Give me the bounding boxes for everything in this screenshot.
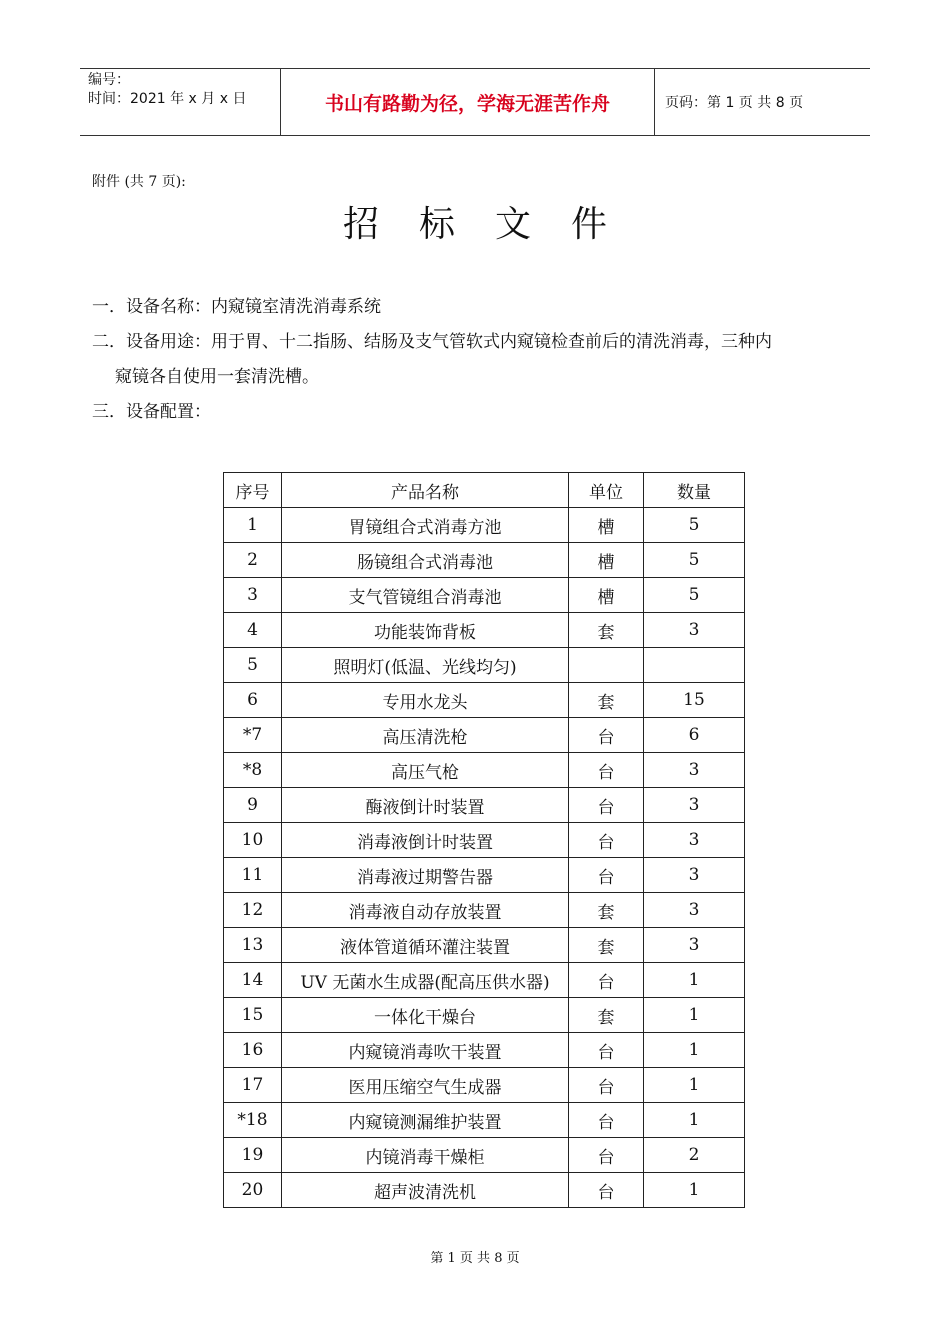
cell-unit: 套 [569, 613, 644, 648]
header-page-info: 页码：第 1 页 共 8 页 [665, 95, 804, 111]
cell-quantity: 6 [644, 718, 745, 753]
cell-serial: *8 [224, 753, 282, 788]
cell-unit [569, 648, 644, 683]
table-row [224, 1173, 745, 1208]
cell-serial: 16 [224, 1033, 282, 1068]
cell-quantity: 1 [644, 1173, 745, 1208]
cell-serial: 13 [224, 928, 282, 963]
cell-unit: 台 [569, 1068, 644, 1103]
document-title: 招标文件 [342, 204, 647, 245]
cell-quantity: 5 [644, 578, 745, 613]
document-number-label: 编号： [88, 72, 130, 88]
table-row [224, 1068, 745, 1103]
cell-product-name: 内窥镜测漏维护装置 [282, 1103, 569, 1138]
cell-product-name: 肠镜组合式消毒池 [282, 543, 569, 578]
table-row [224, 718, 745, 753]
cell-product-name: 胃镜组合式消毒方池 [282, 508, 569, 543]
cell-serial: 17 [224, 1068, 282, 1103]
cell-serial: 5 [224, 648, 282, 683]
cell-unit: 槽 [569, 508, 644, 543]
cell-serial: 11 [224, 858, 282, 893]
cell-serial: 6 [224, 683, 282, 718]
cell-quantity: 1 [644, 998, 745, 1033]
cell-product-name: 消毒液自动存放装置 [282, 893, 569, 928]
table-row [224, 578, 745, 613]
column-header-product: 产品名称 [282, 473, 569, 508]
cell-product-name: 专用水龙头 [282, 683, 569, 718]
cell-quantity: 2 [644, 1138, 745, 1173]
cell-serial: *7 [224, 718, 282, 753]
column-header-unit: 单位 [569, 473, 644, 508]
section-equipment-config: 三．设备配置： [92, 402, 211, 422]
cell-product-name: 消毒液倒计时装置 [282, 823, 569, 858]
cell-unit: 台 [569, 1173, 644, 1208]
cell-quantity: 5 [644, 508, 745, 543]
cell-quantity: 15 [644, 683, 745, 718]
cell-quantity: 3 [644, 823, 745, 858]
attachment-note: 附件 (共 7 页): [92, 174, 186, 190]
table-row [224, 998, 745, 1033]
table-row [224, 858, 745, 893]
cell-serial: *18 [224, 1103, 282, 1138]
table-row [224, 1033, 745, 1068]
cell-serial: 9 [224, 788, 282, 823]
section-equipment-name: 一．设备名称：内窥镜室清洗消毒系统 [92, 297, 381, 317]
equipment-config-table [223, 472, 745, 1208]
cell-product-name: 内镜消毒干燥柜 [282, 1138, 569, 1173]
cell-product-name: 液体管道循环灌注装置 [282, 928, 569, 963]
cell-serial: 2 [224, 543, 282, 578]
table-row [224, 788, 745, 823]
cell-quantity [644, 648, 745, 683]
cell-product-name: 高压清洗枪 [282, 718, 569, 753]
table-row [224, 823, 745, 858]
cell-unit: 台 [569, 753, 644, 788]
cell-product-name: 功能装饰背板 [282, 613, 569, 648]
cell-product-name: 照明灯(低温、光线均匀) [282, 648, 569, 683]
cell-unit: 槽 [569, 543, 644, 578]
table-row [224, 963, 745, 998]
table-row [224, 893, 745, 928]
cell-quantity: 1 [644, 1103, 745, 1138]
cell-product-name: 内窥镜消毒吹干装置 [282, 1033, 569, 1068]
cell-quantity: 1 [644, 963, 745, 998]
column-header-quantity: 数量 [644, 473, 745, 508]
page-header [80, 68, 870, 136]
cell-unit: 套 [569, 683, 644, 718]
cell-unit: 台 [569, 718, 644, 753]
header-motto: 书山有路勤为径，学海无涯苦作舟 [281, 69, 655, 135]
cell-unit: 槽 [569, 578, 644, 613]
cell-quantity: 3 [644, 893, 745, 928]
cell-serial: 12 [224, 893, 282, 928]
cell-unit: 套 [569, 928, 644, 963]
section-equipment-use: 二．设备用途：用于胃、十二指肠、结肠及支气管软式内窥镜检查前后的清洗消毒，三种内 [92, 332, 772, 352]
table-row [224, 508, 745, 543]
cell-serial: 1 [224, 508, 282, 543]
column-header-serial: 序号 [224, 473, 282, 508]
cell-quantity: 3 [644, 858, 745, 893]
table-row [224, 1103, 745, 1138]
cell-quantity: 1 [644, 1068, 745, 1103]
cell-product-name: 超声波清洗机 [282, 1173, 569, 1208]
cell-unit: 台 [569, 1103, 644, 1138]
header-meta [80, 69, 281, 135]
cell-product-name: 支气管镜组合消毒池 [282, 578, 569, 613]
cell-serial: 15 [224, 998, 282, 1033]
section-equipment-use-continued: 窥镜各自使用一套清洗槽。 [115, 367, 319, 387]
cell-serial: 4 [224, 613, 282, 648]
cell-unit: 台 [569, 858, 644, 893]
table-row [224, 928, 745, 963]
cell-product-name: 酶液倒计时装置 [282, 788, 569, 823]
cell-product-name: 医用压缩空气生成器 [282, 1068, 569, 1103]
cell-serial: 19 [224, 1138, 282, 1173]
cell-product-name: 消毒液过期警告器 [282, 858, 569, 893]
cell-product-name: 一体化干燥台 [282, 998, 569, 1033]
cell-quantity: 5 [644, 543, 745, 578]
cell-quantity: 3 [644, 788, 745, 823]
page-footer: 第 1 页 共 8 页 [430, 1251, 520, 1266]
table-row [224, 613, 745, 648]
cell-serial: 20 [224, 1173, 282, 1208]
document-date: 时间：2021 年 x 月 x 日 [88, 91, 247, 107]
cell-product-name: UV 无菌水生成器(配高压供水器) [282, 963, 569, 998]
cell-quantity: 3 [644, 613, 745, 648]
cell-unit: 台 [569, 1033, 644, 1068]
cell-unit: 套 [569, 998, 644, 1033]
cell-unit: 台 [569, 788, 644, 823]
cell-unit: 台 [569, 963, 644, 998]
table-header-row [224, 473, 745, 508]
cell-serial: 14 [224, 963, 282, 998]
cell-quantity: 3 [644, 928, 745, 963]
table-row [224, 1138, 745, 1173]
table-row [224, 648, 745, 683]
cell-unit: 套 [569, 893, 644, 928]
cell-product-name: 高压气枪 [282, 753, 569, 788]
cell-serial: 10 [224, 823, 282, 858]
table-row [224, 683, 745, 718]
cell-quantity: 3 [644, 753, 745, 788]
cell-unit: 台 [569, 823, 644, 858]
table-body [224, 508, 745, 1208]
cell-unit: 台 [569, 1138, 644, 1173]
table-row [224, 753, 745, 788]
cell-serial: 3 [224, 578, 282, 613]
cell-quantity: 1 [644, 1033, 745, 1068]
table-row [224, 543, 745, 578]
section-list [92, 290, 872, 430]
